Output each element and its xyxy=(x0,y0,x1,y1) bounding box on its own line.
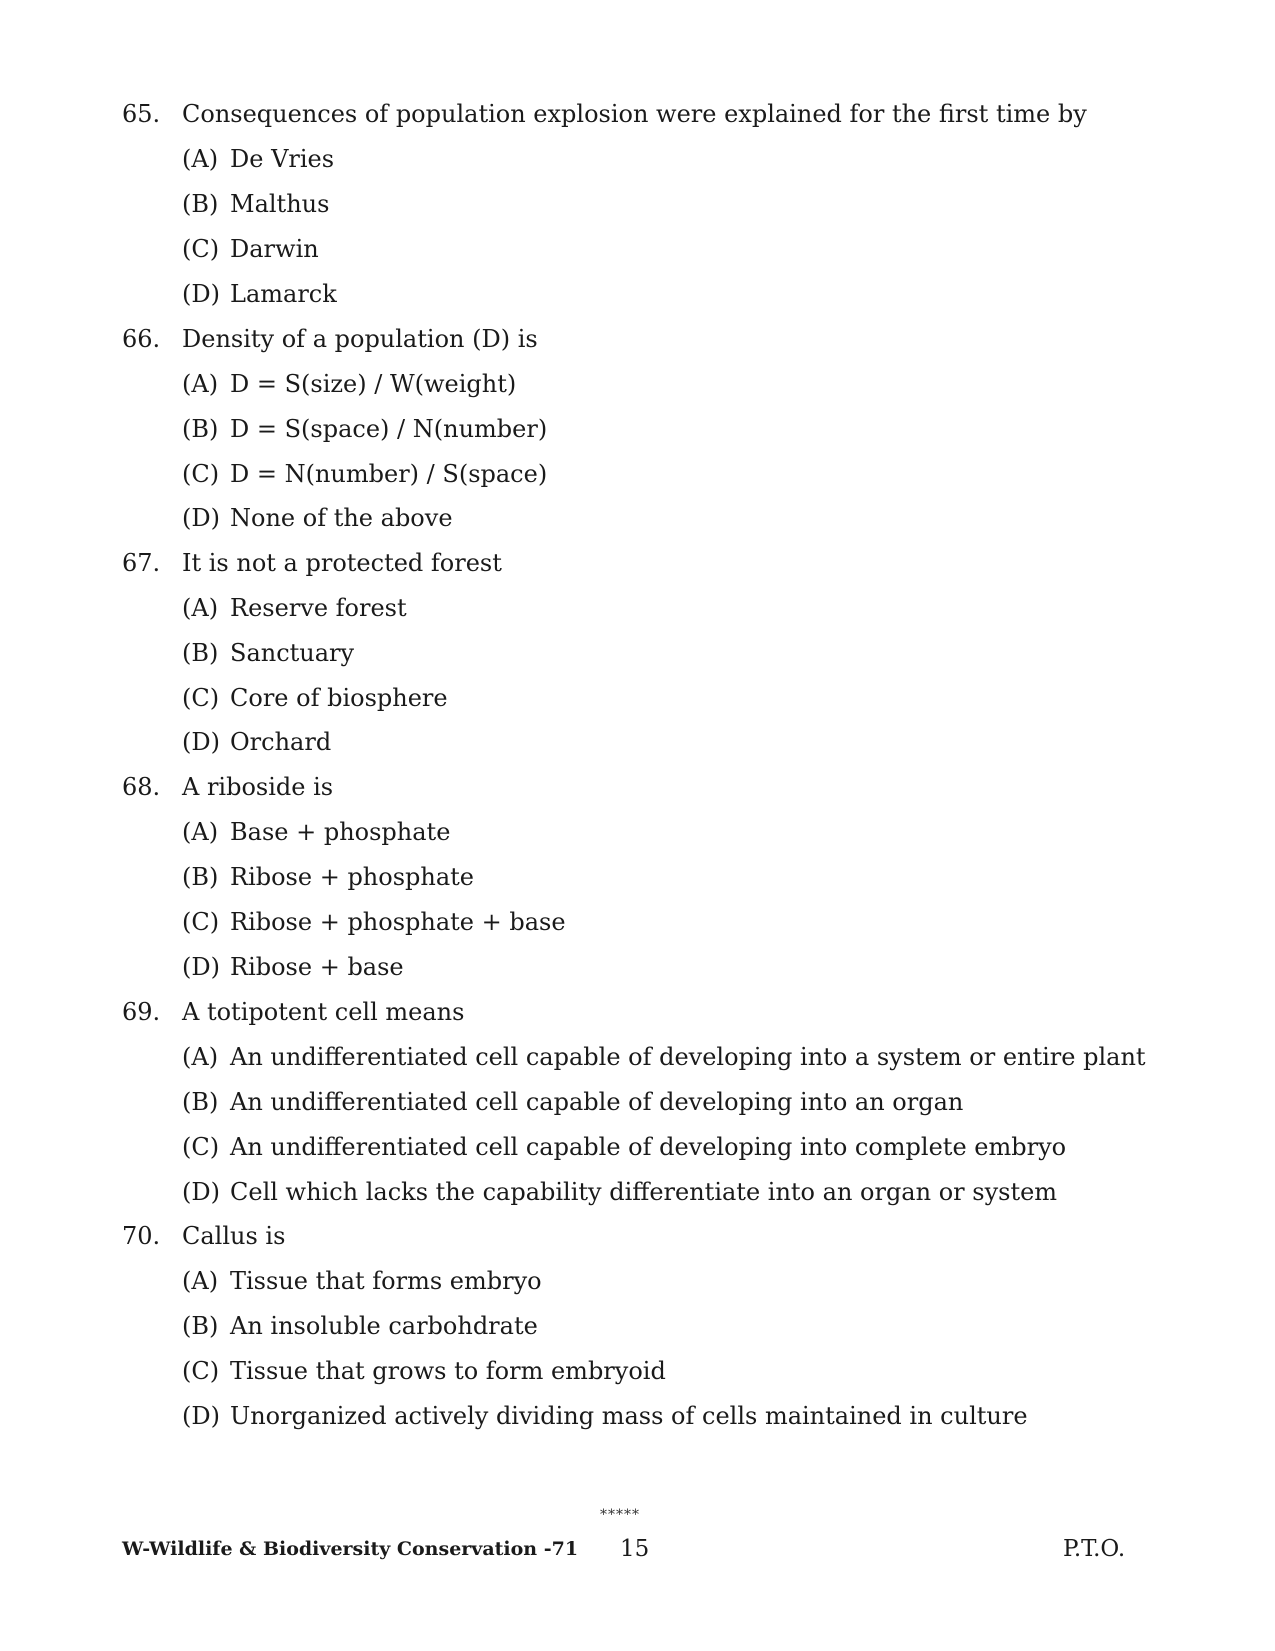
page-number: 15 xyxy=(620,1536,650,1562)
option-text: Unorganized actively dividing mass of cells maintained in culture xyxy=(230,1402,1028,1430)
option-65-c xyxy=(182,234,319,264)
option-letter: (A) xyxy=(182,818,219,846)
option-69-a xyxy=(182,1042,1146,1072)
option-letter: (B) xyxy=(182,415,219,443)
option-text: Tissue that forms embryo xyxy=(230,1267,542,1295)
option-text: Ribose + phosphate + base xyxy=(230,908,566,936)
question-number: 69. xyxy=(122,998,161,1026)
option-69-c xyxy=(182,1132,1066,1162)
option-text: Lamarck xyxy=(230,280,337,308)
question-text: A totipotent cell means xyxy=(182,998,465,1026)
option-67-c xyxy=(182,683,448,713)
option-68-b xyxy=(182,862,474,892)
option-letter: (D) xyxy=(182,1402,220,1430)
option-65-a xyxy=(182,144,334,174)
option-68-c xyxy=(182,907,566,937)
option-text: Cell which lacks the capability differentiate into an organ or system xyxy=(230,1178,1058,1206)
option-70-a xyxy=(182,1266,542,1296)
question-66 xyxy=(122,324,538,354)
question-text: A riboside is xyxy=(182,773,334,801)
option-letter: (A) xyxy=(182,370,219,398)
option-66-b xyxy=(182,414,547,444)
option-letter: (B) xyxy=(182,1312,219,1340)
option-text: Sanctuary xyxy=(230,639,355,667)
question-70 xyxy=(122,1221,285,1251)
option-text: Reserve forest xyxy=(230,594,407,622)
option-text: An undifferentiated cell capable of developing into an organ xyxy=(230,1088,964,1116)
option-letter: (D) xyxy=(182,728,220,756)
option-text: D = S(space) / N(number) xyxy=(230,415,548,443)
question-text: Density of a population (D) is xyxy=(182,325,538,353)
paper-code: W-Wildlife & Biodiversity Conservation -71 xyxy=(122,1538,579,1560)
option-69-d xyxy=(182,1177,1057,1207)
option-letter: (D) xyxy=(182,280,220,308)
option-text: Malthus xyxy=(230,190,330,218)
option-letter: (D) xyxy=(182,504,220,532)
option-text: D = N(number) / S(space) xyxy=(230,460,548,488)
option-70-b xyxy=(182,1311,538,1341)
question-text: Consequences of population explosion were explained for the first time by xyxy=(182,100,1087,128)
option-letter: (C) xyxy=(182,1357,220,1385)
option-text: Orchard xyxy=(230,728,332,756)
option-text: Core of biosphere xyxy=(230,684,448,712)
option-letter: (A) xyxy=(182,1043,219,1071)
option-text: An undifferentiated cell capable of developing into a system or entire plant xyxy=(230,1043,1146,1071)
option-letter: (D) xyxy=(182,1178,220,1206)
option-letter: (A) xyxy=(182,145,219,173)
option-70-c xyxy=(182,1356,666,1386)
option-66-c xyxy=(182,459,547,489)
option-text: An undifferentiated cell capable of developing into complete embryo xyxy=(230,1133,1067,1161)
option-67-b xyxy=(182,638,354,668)
option-65-d xyxy=(182,279,337,309)
question-number: 68. xyxy=(122,773,161,801)
option-letter: (B) xyxy=(182,190,219,218)
option-text: Base + phosphate xyxy=(230,818,451,846)
option-text: Ribose + base xyxy=(230,953,404,981)
option-text: De Vries xyxy=(230,145,335,173)
option-66-d xyxy=(182,503,453,533)
option-letter: (C) xyxy=(182,684,220,712)
option-letter: (B) xyxy=(182,639,219,667)
option-text: Tissue that grows to form embryoid xyxy=(230,1357,666,1385)
end-stars: ***** xyxy=(600,1507,640,1523)
option-letter: (C) xyxy=(182,460,220,488)
option-letter: (A) xyxy=(182,594,219,622)
option-68-a xyxy=(182,817,450,847)
option-text: An insoluble carbohdrate xyxy=(230,1312,538,1340)
option-letter: (C) xyxy=(182,1133,220,1161)
option-letter: (B) xyxy=(182,1088,219,1116)
option-70-d xyxy=(182,1401,1028,1431)
option-67-d xyxy=(182,727,331,757)
question-text: It is not a protected forest xyxy=(182,549,502,577)
pto-label: P.T.O. xyxy=(1063,1536,1126,1562)
question-65 xyxy=(122,99,1087,129)
option-text: Ribose + phosphate xyxy=(230,863,475,891)
question-69 xyxy=(122,997,464,1027)
option-69-b xyxy=(182,1087,963,1117)
question-number: 70. xyxy=(122,1222,161,1250)
option-68-d xyxy=(182,952,404,982)
option-letter: (D) xyxy=(182,953,220,981)
option-65-b xyxy=(182,189,329,219)
option-text: D = S(size) / W(weight) xyxy=(230,370,517,398)
option-letter: (C) xyxy=(182,908,220,936)
option-letter: (A) xyxy=(182,1267,219,1295)
option-letter: (C) xyxy=(182,235,220,263)
option-67-a xyxy=(182,593,407,623)
option-text: Darwin xyxy=(230,235,319,263)
question-number: 66. xyxy=(122,325,161,353)
question-number: 65. xyxy=(122,100,161,128)
option-letter: (B) xyxy=(182,863,219,891)
question-text: Callus is xyxy=(182,1222,286,1250)
option-66-a xyxy=(182,369,516,399)
question-number: 67. xyxy=(122,549,161,577)
question-68 xyxy=(122,772,333,802)
question-67 xyxy=(122,548,502,578)
option-text: None of the above xyxy=(230,504,453,532)
